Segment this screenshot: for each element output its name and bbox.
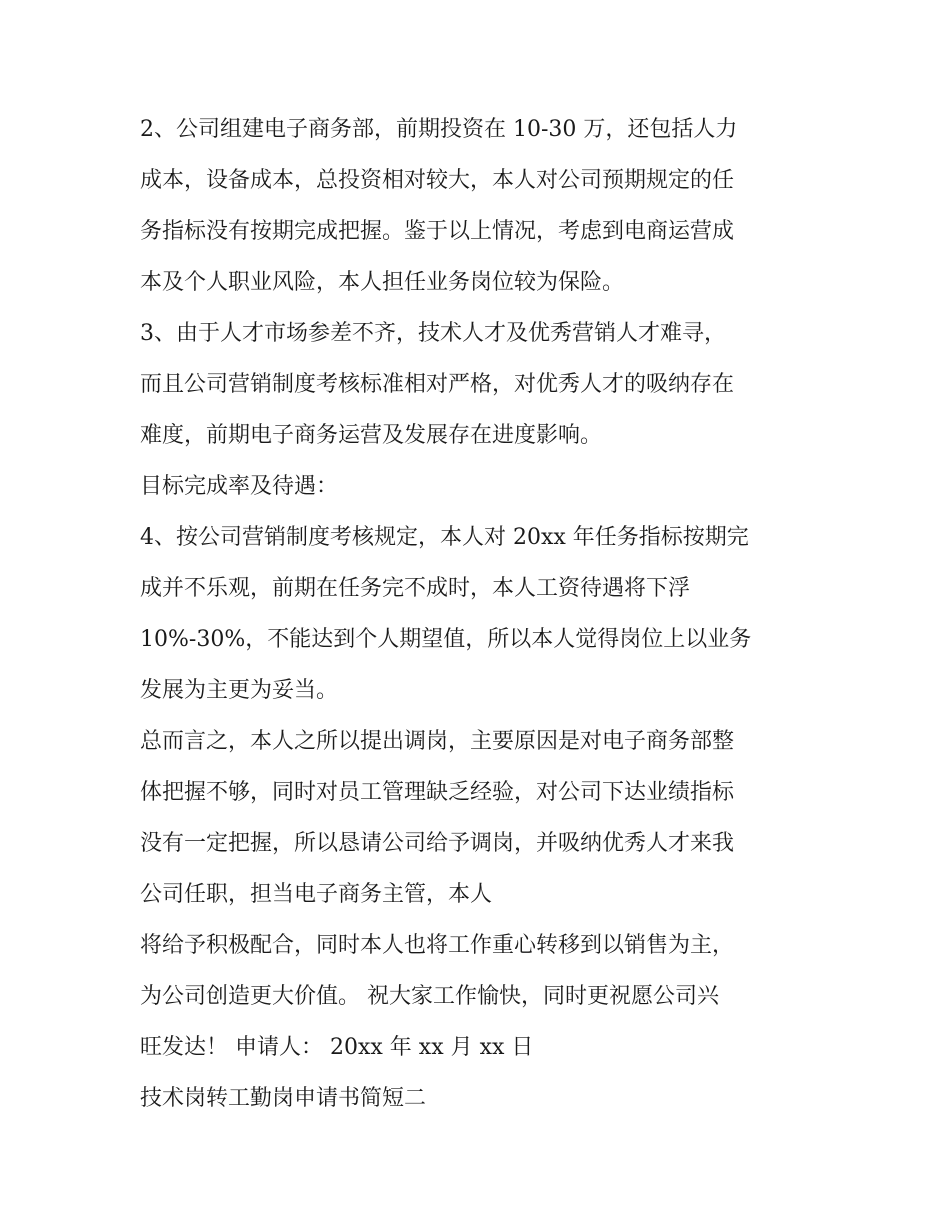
- document-body: [140, 108, 820, 1128]
- text-line: 总而言之，本人之所以提出调岗，主要原因是对电子商务部整: [140, 729, 735, 754]
- text-line: 3、由于人才市场参差不齐，技术人才及优秀营销人才难寻，: [140, 321, 726, 346]
- text-line: 体把握不够，同时对员工管理缺乏经验，对公司下达业绩指标: [140, 780, 735, 805]
- text-line: 务指标没有按期完成把握。鉴于以上情况，考虑到电商运营成: [140, 219, 735, 244]
- text-line: 本及个人职业风险，本人担任业务岗位较为保险。: [140, 270, 625, 295]
- next-section-title: 技术岗转工勤岗申请书简短二: [140, 1086, 427, 1111]
- signature-date-line: 旺发达！ 申请人： 20xx 年 xx 月 xx 日: [140, 1035, 534, 1060]
- text-line: 2、公司组建电子商务部，前期投资在 10-30 万，还包括人力: [140, 117, 738, 142]
- text-line: 4、按公司营销制度考核规定，本人对 20xx 年任务指标按期完: [140, 525, 749, 550]
- text-line: 没有一定把握，所以恳请公司给予调岗，并吸纳优秀人才来我: [140, 831, 735, 856]
- text-line: 为公司创造更大价值。 祝大家工作愉快，同时更祝愿公司兴: [140, 984, 719, 1009]
- text-line: 而且公司营销制度考核标准相对严格，对优秀人才的吸纳存在: [140, 372, 735, 397]
- text-line: 公司任职，担当电子商务主管，本人: [140, 882, 493, 907]
- section-heading: 目标完成率及待遇：: [140, 474, 339, 499]
- text-line: 发展为主更为妥当。: [140, 678, 339, 703]
- text-line: 将给予积极配合，同时本人也将工作重心转移到以销售为主，: [140, 933, 735, 958]
- text-line: 成并不乐观，前期在任务完不成时，本人工资待遇将下浮: [140, 576, 691, 601]
- text-line: 难度，前期电子商务运营及发展存在进度影响。: [140, 423, 603, 448]
- text-line: 10%-30%，不能达到个人期望值，所以本人觉得岗位上以业务: [140, 627, 752, 652]
- text-line: 成本，设备成本，总投资相对较大，本人对公司预期规定的任: [140, 168, 735, 193]
